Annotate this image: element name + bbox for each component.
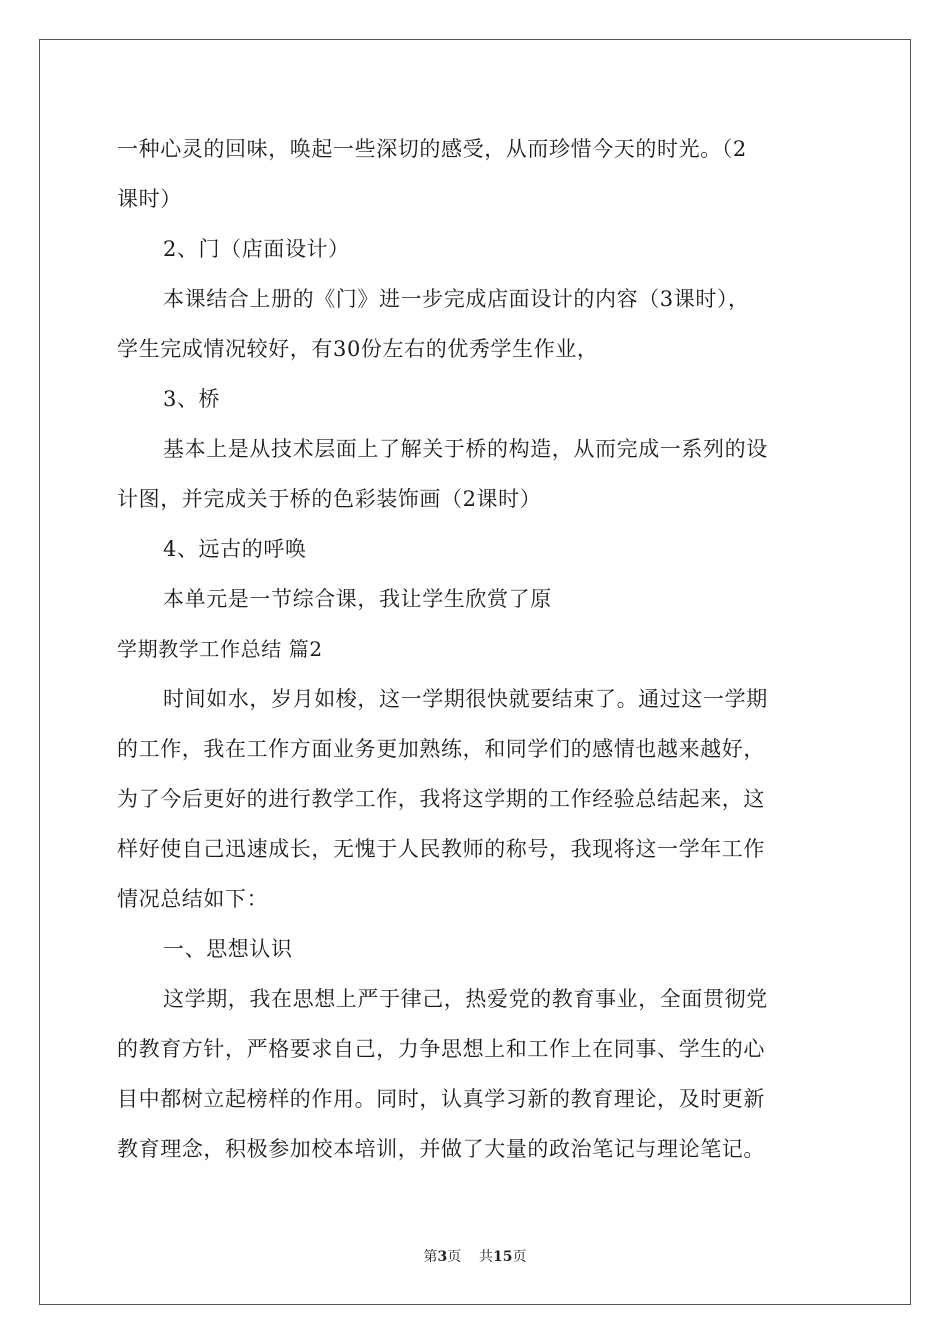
text-line: 这学期，我在思想上严于律己，热爱党的教育事业，全面贯彻党 bbox=[163, 987, 768, 1011]
text-line: 的工作，我在工作方面业务更加熟练，和同学们的感情也越来越好， bbox=[117, 737, 765, 761]
text-line: 一、思想认识 bbox=[163, 937, 293, 961]
text-line: 3、桥 bbox=[163, 387, 221, 411]
text-line: 情况总结如下： bbox=[117, 887, 269, 911]
total-prefix: 共 bbox=[479, 1249, 494, 1265]
text-line: 目中都树立起榜样的作用。同时，认真学习新的教育理论，及时更新 bbox=[117, 1087, 765, 1111]
text-line: 本课结合上册的《门》进一步完成店面设计的内容（3课时）， bbox=[163, 287, 750, 311]
section-heading: 学期教学工作总结 篇2 bbox=[117, 637, 323, 661]
text-line: 计图，并完成关于桥的色彩装饰画（2课时） bbox=[117, 487, 542, 511]
total-unit: 页 bbox=[512, 1249, 527, 1265]
text-line: 课时） bbox=[117, 187, 182, 211]
page-prefix: 第 bbox=[423, 1249, 438, 1265]
current-page-number: 3 bbox=[437, 1249, 448, 1265]
text-line: 的教育方针，严格要求自己，力争思想上和工作上在同事、学生的心 bbox=[117, 1037, 765, 1061]
total-page-number: 15 bbox=[493, 1249, 513, 1265]
text-line: 基本上是从技术层面上了解关于桥的构造，从而完成一系列的设 bbox=[163, 437, 768, 461]
text-line: 教育理念，积极参加校本培训，并做了大量的政治笔记与理论笔记。 bbox=[117, 1137, 765, 1161]
text-line: 一种心灵的回味，唤起一些深切的感受，从而珍惜今天的时光。（2 bbox=[117, 137, 747, 161]
text-line: 为了今后更好的进行教学工作，我将这学期的工作经验总结起来，这 bbox=[117, 787, 765, 811]
text-line: 4、远古的呼唤 bbox=[163, 537, 307, 561]
text-line: 本单元是一节综合课，我让学生欣赏了原 bbox=[163, 587, 552, 611]
page-unit: 页 bbox=[447, 1249, 462, 1265]
page-footer bbox=[0, 1246, 950, 1266]
text-line: 2、门（店面设计） bbox=[163, 237, 350, 261]
document-body bbox=[117, 124, 833, 1174]
text-line: 样好使自己迅速成长，无愧于人民教师的称号，我现将这一学年工作 bbox=[117, 837, 765, 861]
text-line: 时间如水，岁月如梭，这一学期很快就要结束了。通过这一学期 bbox=[163, 687, 768, 711]
text-line: 学生完成情况较好，有30份左右的优秀学生作业， bbox=[117, 337, 599, 361]
